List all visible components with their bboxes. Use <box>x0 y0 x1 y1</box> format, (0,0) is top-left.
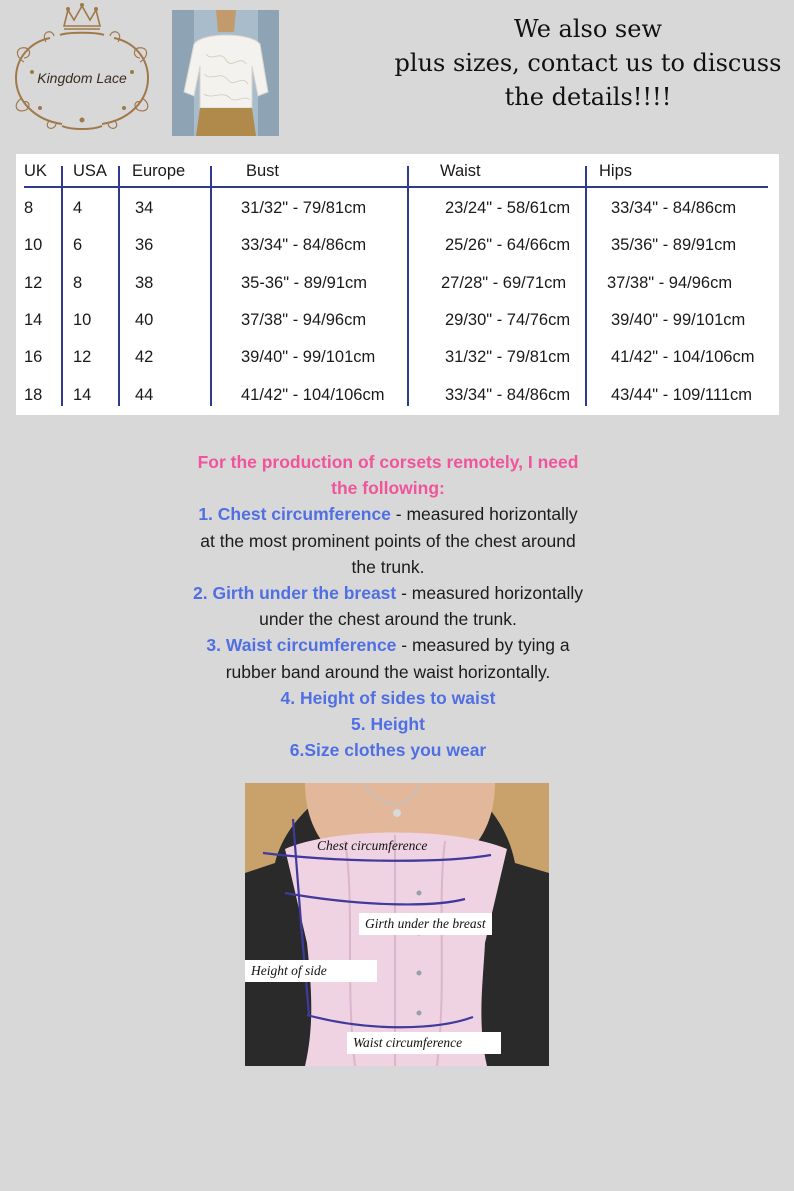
table-cell: 44 <box>135 386 154 404</box>
header-line: We also sew <box>514 15 662 43</box>
column-header-waist: Waist <box>440 162 481 180</box>
measurement-instructions <box>190 449 586 763</box>
brand-name: Kingdom Lace <box>37 70 127 86</box>
table-cell: 25/26" - 64/66cm <box>445 236 571 254</box>
table-cell: 38 <box>135 274 154 292</box>
instruction-label: 6.Size clothes you wear <box>289 740 487 761</box>
brand-logo <box>10 2 154 132</box>
table-cell: 14 <box>73 386 92 404</box>
column-header-hips: Hips <box>599 162 633 180</box>
column-header-usa: USA <box>73 162 107 180</box>
table-cell: 33/34" - 84/86cm <box>611 199 737 217</box>
table-cell: 23/24" - 58/61cm <box>445 199 571 217</box>
header-note <box>392 12 784 114</box>
label-height-of-side: Height of side <box>245 960 377 982</box>
table-cell: 12 <box>24 274 43 292</box>
table-cell: 35/36" - 89/91cm <box>611 236 737 254</box>
product-photo <box>172 10 279 136</box>
instruction-label: 4. Height of sides to waist <box>280 687 496 708</box>
table-cell: 18 <box>24 386 43 404</box>
instruction-label: 1. Chest circumference <box>198 504 391 525</box>
table-cell: 37/38" - 94/96cm <box>241 311 367 329</box>
instruction-text: - measured horizontally at the most prominent points of the chest around the trunk. <box>200 504 578 577</box>
table-cell: 14 <box>24 311 43 329</box>
label-chest-circumference: Chest circumference <box>317 838 428 853</box>
label-girth-under-breast: Girth under the breast <box>359 913 492 935</box>
table-cell: 39/40" - 99/101cm <box>611 311 746 329</box>
table-cell: 42 <box>135 348 154 366</box>
table-cell: 8 <box>24 199 34 217</box>
table-cell: 6 <box>73 236 83 254</box>
table-cell: 29/30" - 74/76cm <box>445 311 571 329</box>
header-line: the details!!!! <box>504 83 672 111</box>
table-cell: 16 <box>24 348 43 366</box>
table-cell: 33/34" - 84/86cm <box>445 386 571 404</box>
instruction-label: 2. Girth under the breast <box>193 583 397 604</box>
instruction-label: 3. Waist circumference <box>206 635 397 656</box>
table-cell: 10 <box>24 236 43 254</box>
table-cell: 31/32" - 79/81cm <box>445 348 571 366</box>
header-line: plus sizes, contact us to discuss <box>394 49 782 77</box>
instruction-text: - measured by tying a rubber band around the waist horizontally. <box>225 635 570 682</box>
instruction-text: - measured horizontally under the chest around the trunk. <box>259 583 583 630</box>
table-cell: 37/38" - 94/96cm <box>607 274 733 292</box>
table-cell: 36 <box>135 236 154 254</box>
column-divider <box>585 166 587 406</box>
table-cell: 43/44" - 109/111cm <box>611 386 752 404</box>
table-cell: 33/34" - 84/86cm <box>241 236 367 254</box>
table-cell: 27/28" - 69/71cm <box>441 274 567 292</box>
size-chart-table <box>16 154 779 415</box>
column-divider <box>407 166 409 406</box>
column-header-europe: Europe <box>132 162 186 180</box>
table-cell: 8 <box>73 274 83 292</box>
column-divider <box>210 166 212 406</box>
header-divider <box>24 186 768 188</box>
table-cell: 31/32" - 79/81cm <box>241 199 367 217</box>
instruction-item <box>190 580 586 632</box>
corset-measurement-photo <box>245 783 549 1066</box>
table-cell: 39/40" - 99/101cm <box>241 348 376 366</box>
label-waist-circumference: Waist circumference <box>347 1032 501 1054</box>
table-cell: 4 <box>73 199 83 217</box>
crown-ornament-icon <box>10 2 154 132</box>
table-cell: 41/42" - 104/106cm <box>611 348 755 366</box>
table-cell: 35-36" - 89/91cm <box>241 274 368 292</box>
table-cell: 10 <box>73 311 92 329</box>
column-divider <box>118 166 120 406</box>
table-cell: 41/42" - 104/106cm <box>241 386 385 404</box>
table-cell: 34 <box>135 199 154 217</box>
table-cell: 40 <box>135 311 154 329</box>
table-cell: 12 <box>73 348 92 366</box>
instruction-item <box>190 501 586 580</box>
instruction-item <box>190 632 586 684</box>
instruction-item <box>190 711 586 737</box>
column-header-bust: Bust <box>246 162 280 180</box>
column-divider <box>61 166 63 406</box>
instructions-intro: For the production of corsets remotely, I need the following: <box>197 452 579 499</box>
instruction-item <box>190 685 586 711</box>
column-header-uk: UK <box>24 162 47 180</box>
instruction-label: 5. Height <box>351 714 425 735</box>
instruction-item <box>190 737 586 763</box>
